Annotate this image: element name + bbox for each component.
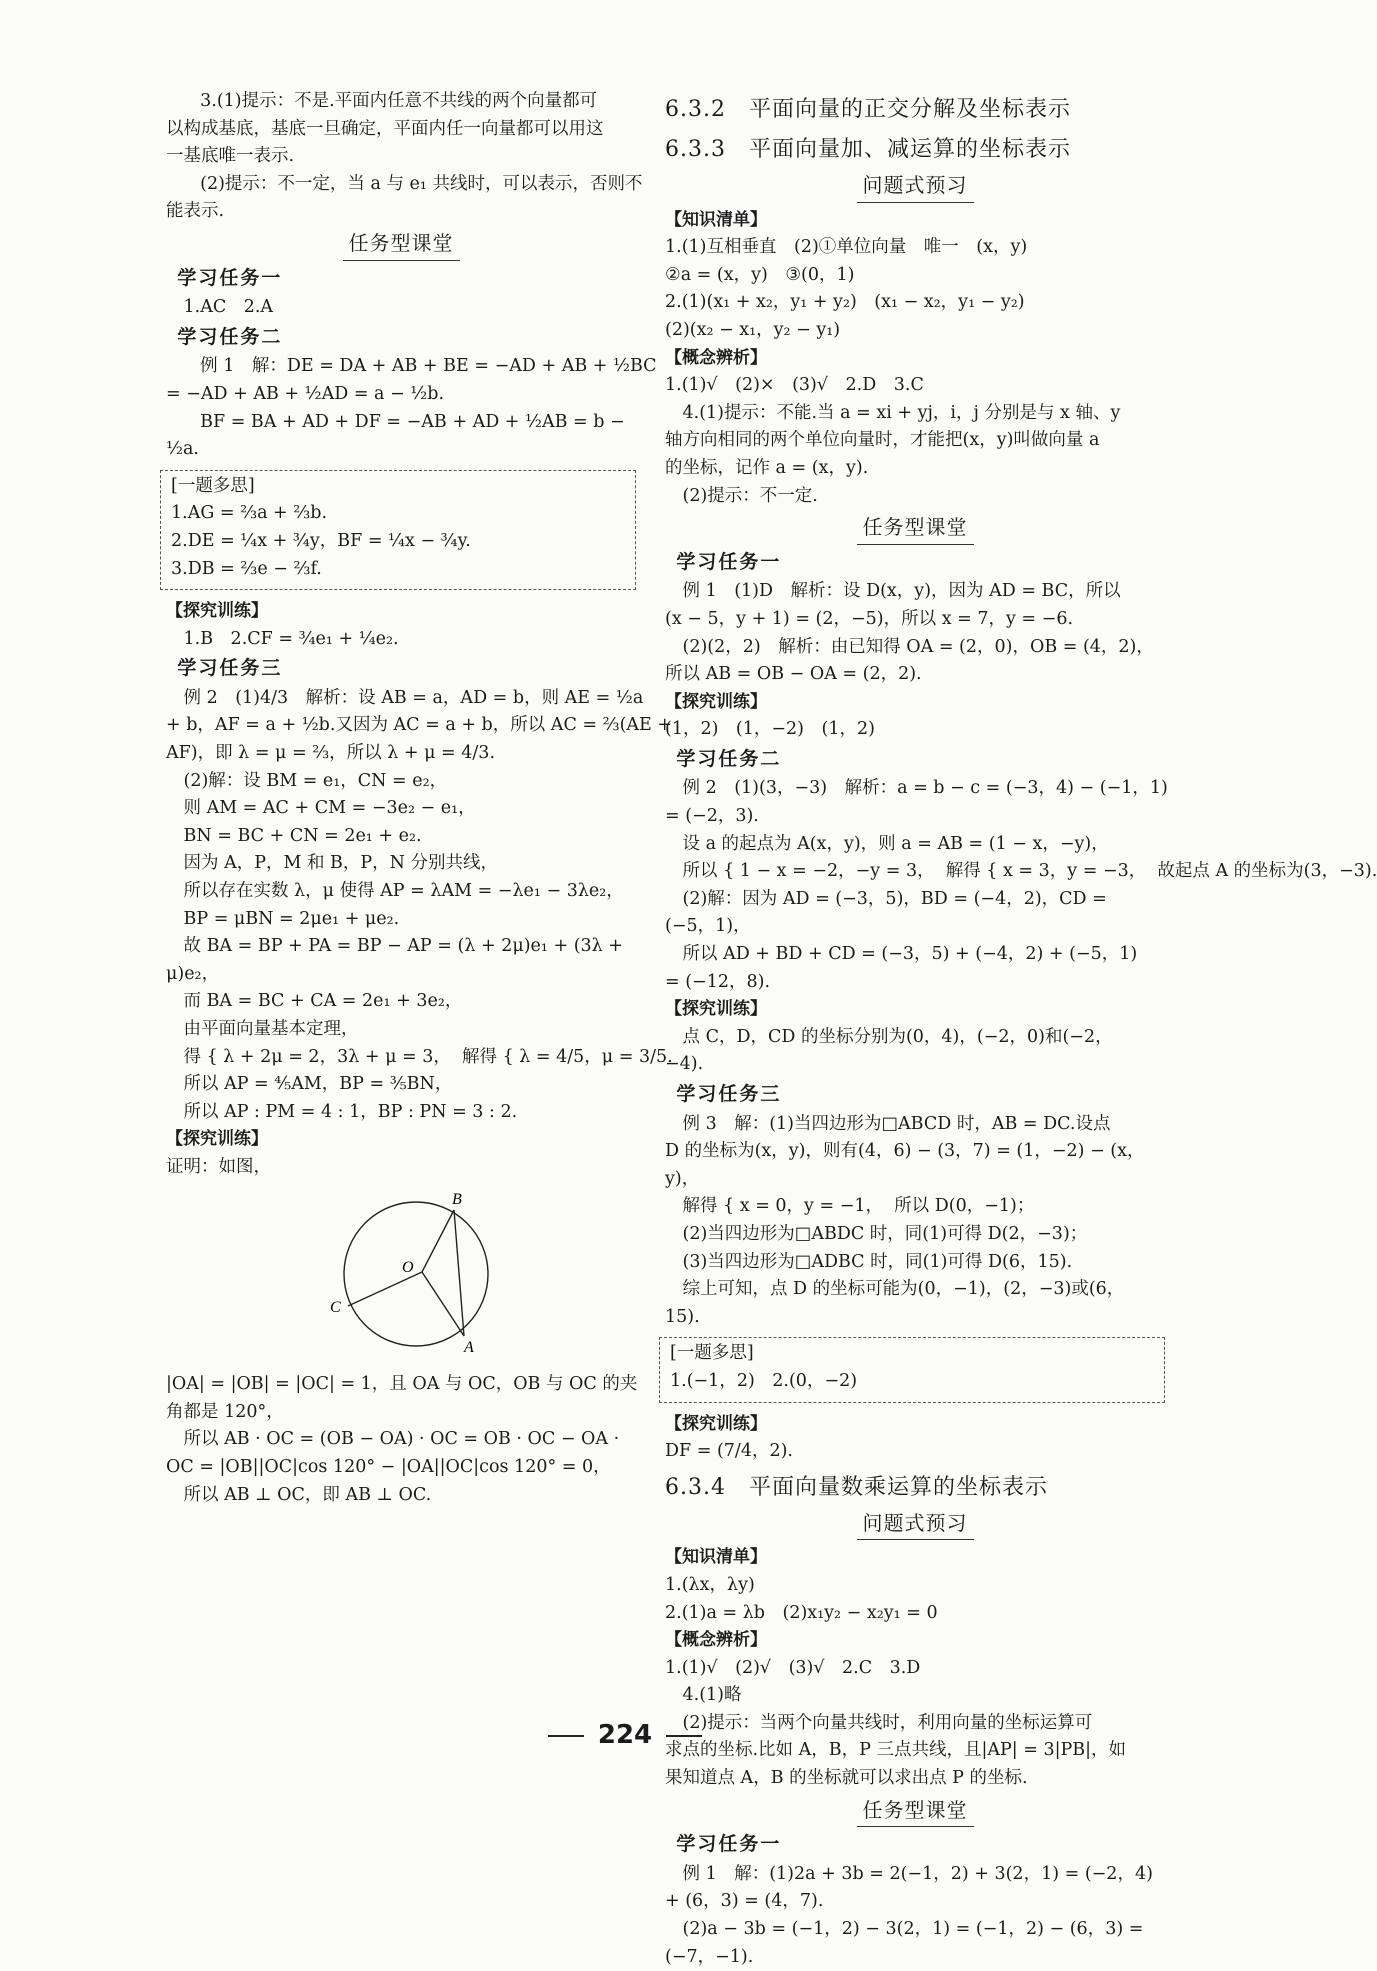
right-column	[665, 88, 1377, 1971]
task-heading: 学习任务三	[177, 657, 283, 680]
example-line: 综上可知，点 D 的坐标可能为(0，−1)，(2，−3)或(6，	[682, 1279, 1125, 1300]
concept-line: 果知道点 A，B 的坐标就可以求出点 P 的坐标.	[665, 1768, 1028, 1789]
task-heading: 学习任务二	[177, 325, 283, 348]
concept-label: 【概念辨析】	[665, 347, 767, 368]
example-line: (2)解：因为 AD = (−3，5)，BD = (−4，2)，CD =	[682, 888, 1107, 909]
label-c: C	[330, 1298, 341, 1316]
concept-line: 求点的坐标.比如 A，B，P 三点共线，且|AP| = 3|PB|，如	[665, 1740, 1127, 1761]
example-line: 所以 { 1 − x = −2，−y = 3， 解得 { x = 3，y = −3， 故起点 A 的坐标为(3，−3).	[682, 861, 1377, 882]
task-heading: 学习任务一	[676, 550, 782, 573]
label-b: B	[452, 1190, 462, 1208]
example-line: 所以 AB = OB − OA = (2，2).	[665, 664, 922, 685]
example-line: (2)解：设 BM = e₁，CN = e₂，	[183, 770, 448, 791]
concept-line: 1.(1)√ (2)√ (3)√ 2.C 3.D	[665, 1657, 921, 1678]
practice-label: 【探究训练】	[665, 691, 767, 712]
proof-line: OC = |OB||OC|cos 120° − |OA||OC|cos 120° = 0，	[166, 1456, 611, 1477]
concept-line: 4.(1)提示：不能.当 a = xi + yj，i，j 分别是与 x 轴、y	[682, 402, 1121, 423]
task-heading: 学习任务二	[676, 747, 782, 770]
segment-ab	[454, 1210, 464, 1336]
practice-label: 【探究训练】	[166, 601, 268, 622]
task-answer: 1.AC 2.A	[183, 297, 274, 318]
example-line: (2)当四边形为□ABDC 时，同(1)可得 D(2，−3)；	[682, 1223, 1088, 1244]
practice-label: 【探究训练】	[665, 1413, 767, 1434]
task-heading: 学习任务三	[676, 1083, 782, 1105]
proof-line: |OA| = |OB| = |OC| = 1，且 OA 与 OC，OB 与 OC 的夹	[166, 1374, 638, 1395]
practice-label: 【探究训练】	[166, 1129, 268, 1150]
task-heading: 学习任务一	[177, 266, 283, 289]
example-line: (3)当四边形为□ADBC 时，同(1)可得 D(6，15).	[682, 1251, 1073, 1272]
practice-label: 【探究训练】	[665, 999, 767, 1020]
example-line: 所以 AP = ⅘AM，BP = ⅗BN，	[183, 1074, 453, 1095]
vector-oc	[348, 1272, 422, 1306]
proof-intro: 证明：如图，	[166, 1156, 271, 1177]
preview-heading	[665, 172, 1165, 203]
example-line: D 的坐标为(x，y)，则有(4，6) − (3，7) = (1，−2) − (x，	[665, 1141, 1145, 1162]
concept-line: 轴方向相同的两个单位向量时，才能把(x，y)叫做向量 a	[665, 430, 1100, 451]
example-line: 而 BA = BC + CA = 2e₁ + 3e₂，	[183, 991, 463, 1012]
answer-3-line-4: (2)提示：不一定，当 a 与 e₁ 共线时，可以表示，否则不	[200, 173, 643, 194]
proof-line: 所以 AB ⊥ OC，即 AB ⊥ OC.	[183, 1484, 432, 1505]
example-line: ½a.	[166, 439, 199, 460]
practice-answer: DF = (7/4，2).	[665, 1441, 793, 1462]
example-line: (x − 5，y + 1) = (2，−5)，所以 x = 7，y = −6.	[665, 608, 1074, 629]
page-number-dash	[666, 1735, 702, 1737]
knowledge-line: (2)(x₂ − x₁，y₂ − y₁)	[665, 319, 841, 340]
example-line: 则 AM = AC + CM = −3e₂ − e₁，	[183, 798, 476, 819]
example-line: 例 1 (1)D 解析：设 D(x，y)，因为 AD = BC，所以	[682, 581, 1121, 602]
example-line: 15).	[665, 1306, 700, 1327]
knowledge-line: 2.(1)a = λb (2)x₁y₂ − x₂y₁ = 0	[665, 1602, 938, 1623]
section-heading	[665, 514, 1165, 545]
circle-diagram	[296, 1188, 536, 1358]
practice-line: −4).	[665, 1054, 704, 1075]
example-line: 例 3 解：(1)当四边形为□ABCD 时，AB = DC.设点	[682, 1113, 1111, 1134]
example-line: = (−2，3).	[665, 806, 759, 827]
practice-answer: 1.B 2.CF = ¾e₁ + ¼e₂.	[183, 628, 399, 649]
concept-line: (2)提示：不一定.	[682, 485, 818, 506]
think-box-line: 2.DE = ¼x + ¾y，BF = ¼x − ¾y.	[171, 530, 471, 551]
section-title-634: 6.3.4 平面向量数乘运算的坐标表示	[665, 1474, 1048, 1500]
example-line: BP = μBN = 2μe₁ + μe₂.	[183, 908, 400, 929]
section-title-632: 6.3.2 平面向量的正交分解及坐标表示	[665, 97, 1071, 122]
example-line: 例 2 (1)4/3 解析：设 AB = a，AD = b，则 AE = ½a	[183, 687, 644, 708]
example-line: y)，	[665, 1168, 700, 1189]
think-box-line: 3.DB = ⅔e − ⅔f.	[171, 558, 322, 579]
concept-label: 【概念辨析】	[665, 1630, 767, 1651]
example-line: = −AD + AB + ½AD = a − ½b.	[166, 383, 445, 404]
example-line: 例 2 (1)(3，−3) 解析：a = b − c = (−3，4) − (−1，1)	[682, 778, 1168, 799]
knowledge-line: 1.(1)互相垂直 (2)①单位向量 唯一 (x，y)	[665, 237, 1028, 258]
section-heading	[665, 1797, 1165, 1828]
think-box-line: 1.AG = ⅔a + ⅔b.	[171, 503, 328, 524]
left-column	[166, 88, 673, 1509]
preview-heading	[665, 1510, 1165, 1541]
knowledge-line: 2.(1)(x₁ + x₂，y₁ + y₂) (x₁ − x₂，y₁ − y₂)	[665, 292, 1025, 313]
example-line: 所以存在实数 λ，μ 使得 AP = λAM = −λe₁ − 3λe₂，	[183, 881, 624, 902]
section-title: 任务型课堂	[343, 230, 460, 261]
example-line: AF)，即 λ = μ = ⅔，所以 λ + μ = 4/3.	[166, 743, 496, 764]
example-line: 得 { λ + 2μ = 2，3λ + μ = 3， 解得 { λ = 4/5，μ = 3/5.	[183, 1046, 673, 1067]
concept-line: (2)提示：当两个向量共线时，利用向量的坐标运算可	[682, 1712, 1093, 1733]
example-line: (2)(2，2) 解析：由已知得 OA = (2，0)，OB = (4，2)，	[682, 636, 1154, 657]
label-o: O	[402, 1258, 414, 1276]
proof-line: 所以 AB · OC = (OB − OA) · OC = OB · OC − OA ·	[183, 1429, 620, 1450]
preview-title: 问题式预习	[857, 172, 974, 203]
example-line: 例 1 解：(1)2a + 3b = 2(−1，2) + 3(2，1) = (−2，4)	[682, 1863, 1153, 1884]
example-line: μ)e₂，	[166, 963, 220, 984]
knowledge-line: 1.(λx，λy)	[665, 1574, 755, 1595]
answer-3-line-5: 能表示.	[166, 201, 225, 222]
section-title: 任务型课堂	[857, 1797, 974, 1828]
concept-line: 的坐标，记作 a = (x，y).	[665, 457, 869, 478]
knowledge-line: ②a = (x，y) ③(0，1)	[665, 264, 855, 285]
vector-oa	[422, 1272, 464, 1336]
example-line: 解得 { x = 0，y = −1， 所以 D(0，−1)；	[682, 1196, 1035, 1217]
example-line: + (6，3) = (4，7).	[665, 1891, 824, 1912]
practice-answer: (1，2) (1，−2) (1，2)	[665, 719, 875, 740]
example-line: 设 a 的起点为 A(x，y)，则 a = AB = (1 − x，−y)，	[682, 833, 1109, 854]
knowledge-list-label: 【知识清单】	[665, 209, 767, 230]
answer-3-line-2: 以构成基底，基底一旦确定，平面内任一向量都可以用这	[166, 118, 604, 139]
section-title-633: 6.3.3 平面向量加、减运算的坐标表示	[665, 137, 1071, 162]
label-a: A	[464, 1338, 474, 1356]
section-heading	[166, 230, 636, 261]
example-line: BN = BC + CN = 2e₁ + e₂.	[183, 825, 422, 846]
example-line: = (−12，8).	[665, 971, 771, 992]
example-line: BF = BA + AD + DF = −AB + AD + ½AB = b −	[200, 411, 625, 432]
answer-3-line-1: 3.(1)提示：不是.平面内任意不共线的两个向量都可	[200, 91, 598, 111]
think-box-title: [一题多思]	[171, 475, 255, 496]
concept-line: 4.(1)略	[682, 1685, 742, 1706]
example-line: (2)a − 3b = (−1，2) − 3(2，1) = (−1，2) − (6，3) =	[682, 1919, 1144, 1940]
preview-title: 问题式预习	[857, 1510, 974, 1541]
example-line: 例 1 解：DE = DA + AB + BE = −AD + AB + ½BC	[200, 356, 657, 377]
page-number-dash	[548, 1735, 584, 1737]
page-number	[0, 1720, 1250, 1750]
think-box-line: 1.(−1，2) 2.(0，−2)	[670, 1370, 858, 1391]
page-number-value: 224	[597, 1720, 653, 1750]
example-line: 故 BA = BP + PA = BP − AP = (λ + 2μ)e₁ + (3λ +	[183, 936, 623, 957]
example-line: (−5，1)，	[665, 916, 751, 937]
think-box	[659, 1337, 1165, 1402]
section-title: 任务型课堂	[857, 514, 974, 545]
knowledge-list-label: 【知识清单】	[665, 1547, 767, 1568]
example-line: + b，AF = a + ½b.又因为 AC = a + b，所以 AC = ⅔(AE +	[166, 715, 673, 736]
think-box	[160, 470, 636, 590]
vector-ob	[422, 1210, 454, 1272]
example-line: (−7，−1).	[665, 1946, 754, 1967]
example-line: 因为 A，P，M 和 B，P，N 分别共线，	[183, 853, 499, 874]
concept-line: 1.(1)√ (2)× (3)√ 2.D 3.C	[665, 375, 924, 396]
think-box-title: [一题多思]	[670, 1343, 754, 1364]
example-line: 由平面向量基本定理，	[183, 1019, 359, 1039]
answer-3-line-3: 一基底唯一表示.	[166, 146, 295, 167]
example-line: 所以 AD + BD + CD = (−3，5) + (−4，2) + (−5，1)	[682, 944, 1138, 965]
proof-line: 角都是 120°，	[166, 1401, 284, 1422]
example-line: 所以 AP : PM = 4 : 1，BP : PN = 3 : 2.	[183, 1101, 518, 1122]
task-heading: 学习任务一	[676, 1833, 782, 1856]
practice-line: 点 C，D，CD 的坐标分别为(0，4)，(−2，0)和(−2，	[682, 1026, 1113, 1047]
